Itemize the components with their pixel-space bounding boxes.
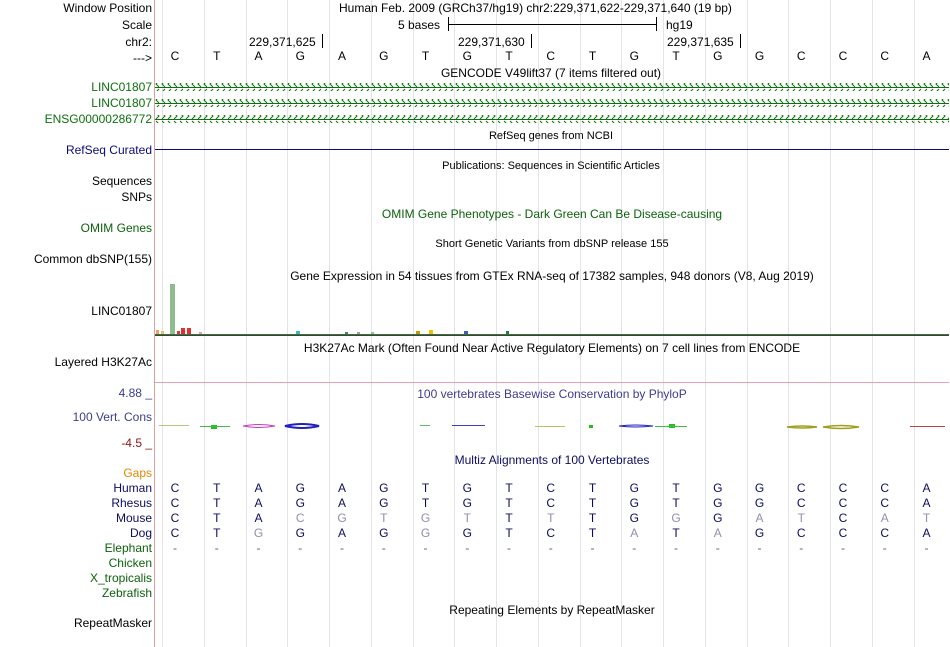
aligned-base: T <box>505 481 513 495</box>
scale-db-text: hg19 <box>666 18 693 32</box>
scale-label: Scale <box>121 18 152 32</box>
gaps-label[interactable]: Gaps <box>123 466 152 480</box>
aligned-base: - <box>423 541 428 555</box>
gencode-item-label[interactable]: LINC01807 <box>91 96 152 110</box>
aligned-base: C <box>546 496 556 510</box>
species-label[interactable]: X_tropicalis <box>89 571 152 585</box>
aligned-base: A <box>922 481 931 495</box>
aligned-base: C <box>838 481 848 495</box>
aligned-base: A <box>630 526 639 540</box>
aligned-base: C <box>838 511 848 525</box>
reference-base: C <box>796 49 806 63</box>
aligned-base: G <box>379 481 389 495</box>
aligned-base: G <box>754 496 765 510</box>
ruler-tick-mark <box>531 34 532 48</box>
phylop-track-title[interactable]: 100 vertebrates Basewise Conservation by PhyloP <box>417 387 687 401</box>
reference-base: G <box>462 49 472 63</box>
sequences-label[interactable]: Sequences <box>91 174 152 188</box>
aligned-base: G <box>337 511 347 525</box>
aligned-base: - <box>507 541 511 555</box>
aligned-base: C <box>170 511 180 525</box>
reference-base: G <box>379 49 389 63</box>
aligned-base: - <box>590 541 595 555</box>
aligned-base: T <box>547 511 555 525</box>
aligned-base: T <box>505 511 513 525</box>
ruler-tick-mark <box>740 34 741 48</box>
refseq-gene-line[interactable] <box>155 149 949 150</box>
phylop-track-label[interactable]: 100 Vert. Cons <box>72 410 152 424</box>
aligned-base: - <box>173 541 177 555</box>
aligned-base: C <box>546 481 556 495</box>
reference-base: A <box>922 49 931 63</box>
aligned-base: G <box>713 481 723 495</box>
aligned-base: - <box>799 541 804 555</box>
aligned-base: C <box>880 481 890 495</box>
refseq-track-title[interactable]: RefSeq genes from NCBI <box>488 130 614 142</box>
aligned-base: T <box>505 496 513 510</box>
reference-base: G <box>295 49 305 63</box>
aligned-base: G <box>713 511 723 525</box>
multiz-track-title[interactable]: Multiz Alignments of 100 Vertebrates <box>454 453 650 467</box>
aligned-base: T <box>672 481 680 495</box>
aligned-base: C <box>170 526 180 540</box>
species-label[interactable]: Mouse <box>115 511 152 525</box>
reference-base: A <box>254 49 263 63</box>
aligned-base: C <box>796 526 806 540</box>
ruler-tick-1: 229,371,625 <box>249 35 316 49</box>
window-position-label: Window Position <box>63 1 152 15</box>
aligned-base: T <box>380 511 388 525</box>
aligned-base: G <box>420 511 431 525</box>
repeatmasker-track-title[interactable]: Repeating Elements by RepeatMasker <box>449 603 655 617</box>
reference-base: A <box>337 49 346 63</box>
reference-base: T <box>213 49 221 63</box>
aligned-base: - <box>340 541 344 555</box>
aligned-base: T <box>213 496 221 510</box>
aligned-base: G <box>253 526 264 540</box>
aligned-base: T <box>797 511 805 525</box>
publications-track-title[interactable]: Publications: Sequences in Scientific Articles <box>442 160 660 172</box>
reference-base: C <box>838 49 848 63</box>
reference-base: T <box>421 49 430 63</box>
species-label[interactable]: Chicken <box>108 556 152 570</box>
aligned-base: T <box>588 526 597 540</box>
aligned-base: T <box>588 481 597 495</box>
reference-base: T <box>505 49 513 63</box>
scale-bases-text: 5 bases <box>398 18 441 32</box>
aligned-base: T <box>588 511 597 525</box>
gtex-expression-bars[interactable] <box>155 283 949 337</box>
aligned-base: T <box>672 526 680 540</box>
aligned-base: T <box>213 481 221 495</box>
aligned-base: G <box>629 481 639 495</box>
h3k27ac-baseline <box>155 382 949 383</box>
aligned-base: A <box>880 511 889 525</box>
aligned-base: C <box>796 496 806 510</box>
omim-genes-label[interactable]: OMIM Genes <box>80 221 152 235</box>
chrom-label: chr2: <box>125 35 152 49</box>
aligned-base: C <box>838 496 848 510</box>
aligned-base: - <box>256 541 261 555</box>
aligned-base: - <box>214 541 219 555</box>
aligned-base: T <box>213 511 221 525</box>
reference-base: C <box>546 49 556 63</box>
gtex-gene-label[interactable]: LINC01807 <box>91 304 152 318</box>
aligned-base: T <box>922 511 931 525</box>
reference-base: G <box>713 49 723 63</box>
aligned-base: G <box>629 496 639 510</box>
aligned-base: C <box>170 496 180 510</box>
species-label[interactable]: Human <box>113 481 152 495</box>
reference-base: T <box>588 49 597 63</box>
aligned-base: G <box>754 481 765 495</box>
layered-h3k27ac-label[interactable]: Layered H3K27Ac <box>54 355 152 369</box>
aligned-base: C <box>170 481 180 495</box>
aligned-base: A <box>254 511 263 525</box>
common-dbsnp-label[interactable]: Common dbSNP(155) <box>33 252 152 266</box>
aligned-base: - <box>465 541 470 555</box>
ruler-tick-3: 229,371,635 <box>667 35 734 49</box>
aligned-base: G <box>295 526 305 540</box>
snps-label[interactable]: SNPs <box>121 190 152 204</box>
aligned-base: T <box>588 496 597 510</box>
gencode-item-label[interactable]: LINC01807 <box>91 80 152 94</box>
aligned-base: G <box>295 481 305 495</box>
aligned-base: - <box>757 541 762 555</box>
aligned-base: C <box>796 481 806 495</box>
omim-track-title[interactable]: OMIM Gene Phenotypes - Dark Green Can Be Disease-causing <box>381 207 723 221</box>
aligned-base: C <box>880 526 890 540</box>
aligned-base: A <box>254 496 263 510</box>
species-label[interactable]: Elephant <box>104 541 152 555</box>
aligned-base: G <box>713 496 723 510</box>
reference-base: G <box>754 49 765 63</box>
aligned-base: T <box>213 526 221 540</box>
ruler-tick-mark <box>322 34 323 48</box>
species-label[interactable]: Dog <box>129 526 152 540</box>
repeatmasker-label[interactable]: RepeatMasker <box>73 616 152 630</box>
aligned-base: - <box>715 541 720 555</box>
aligned-base: A <box>713 526 722 540</box>
aligned-base: G <box>629 511 639 525</box>
phylop-conservation-plot[interactable] <box>155 420 949 434</box>
species-label[interactable]: Zebrafish <box>101 586 152 600</box>
reference-base: C <box>880 49 890 63</box>
aligned-base: A <box>337 481 346 495</box>
aligned-base: G <box>671 511 681 525</box>
aligned-base: - <box>924 541 929 555</box>
aligned-base: G <box>379 526 389 540</box>
aligned-base: A <box>755 511 764 525</box>
aligned-base: - <box>841 541 845 555</box>
gtex-track-title[interactable]: Gene Expression in 54 tissues from GTEx RNA-seq of 17382 samples, 948 donors (V8, Aug 2019) <box>290 269 814 283</box>
aligned-base: A <box>337 526 346 540</box>
refseq-curated-label[interactable]: RefSeq Curated <box>65 143 152 157</box>
aligned-base: - <box>674 541 678 555</box>
species-label[interactable]: Rhesus <box>111 496 152 510</box>
window-position-value: Human Feb. 2009 (GRCh37/hg19) chr2:229,371,622-229,371,640 (19 bp) <box>339 1 732 15</box>
aligned-base: A <box>254 481 263 495</box>
aligned-base: C <box>880 496 890 510</box>
aligned-base: G <box>462 496 472 510</box>
aligned-base: T <box>421 496 430 510</box>
h3k27ac-track-title[interactable]: H3K27Ac Mark (Often Found Near Active Regulatory Elements) on 7 cell lines from ENCODE <box>303 341 801 355</box>
aligned-base: G <box>379 496 389 510</box>
aligned-base: C <box>546 526 556 540</box>
aligned-base: G <box>420 526 431 540</box>
aligned-base: G <box>462 481 472 495</box>
aligned-base: A <box>337 496 346 510</box>
aligned-base: T <box>505 526 513 540</box>
aligned-base: A <box>922 496 931 510</box>
aligned-base: G <box>295 496 305 510</box>
aligned-base: - <box>298 541 303 555</box>
aligned-base: G <box>754 526 765 540</box>
gencode-gene-models[interactable] <box>155 80 949 126</box>
aligned-base: A <box>922 526 931 540</box>
aligned-base: C <box>295 511 305 525</box>
reference-base: T <box>672 49 680 63</box>
aligned-base: - <box>632 541 637 555</box>
gencode-track-title[interactable]: GENCODE V49lift37 (7 items filtered out) <box>440 66 662 80</box>
phylop-min-value: -4.5 _ <box>121 436 152 450</box>
aligned-base: T <box>421 481 430 495</box>
dbsnp-track-title[interactable]: Short Genetic Variants from dbSNP release 155 <box>435 238 669 250</box>
ruler-tick-2: 229,371,630 <box>458 35 525 49</box>
strand-arrow-label: ---> <box>133 51 152 65</box>
scale-bar <box>448 17 658 31</box>
aligned-base: - <box>381 541 386 555</box>
gencode-item-label[interactable]: ENSG00000286772 <box>44 112 152 126</box>
aligned-base: C <box>838 526 848 540</box>
aligned-base: T <box>672 496 680 510</box>
phylop-max-value: 4.88 _ <box>118 386 152 400</box>
reference-base: C <box>170 49 180 63</box>
aligned-base: - <box>548 541 553 555</box>
reference-base: G <box>629 49 639 63</box>
aligned-base: T <box>463 511 471 525</box>
aligned-base: - <box>882 541 887 555</box>
aligned-base: G <box>462 526 472 540</box>
